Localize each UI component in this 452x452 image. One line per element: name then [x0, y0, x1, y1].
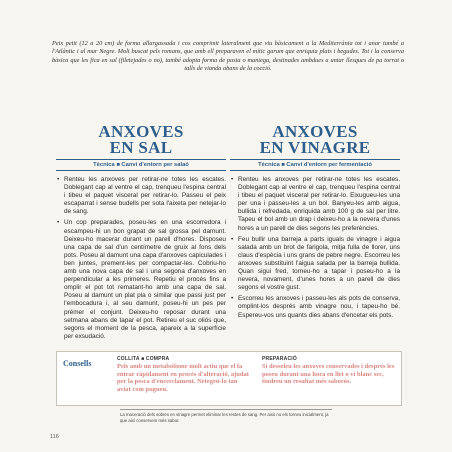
advice-box: [56, 351, 402, 406]
recipe-salt: [56, 124, 226, 344]
advice-heading: COLLITA ■ COMPRA: [117, 356, 170, 362]
recipe-title: ANXOVES EN SAL: [98, 122, 184, 157]
technique-label: Tècnica ■ Canvi d'entorn per salaó: [56, 159, 226, 171]
advice-text: Pels amb un metabolisme molt actiu que el fa entrar ràpidament en procés d'alteració, ajudat per la pesca d'encerclament. Netegeu-lo tan aviat com pugueu.: [117, 363, 249, 393]
list-item: • Renteu les anxoves per retirar-ne totes les escates. Doblegant cap al ventre el cap, trenqueu l'espina central i tibeu el paquet visceral per retirar-lo. Passeu el peix escaparrat i sense budells per sota l'aixeta per netejar-lo de sang.: [57, 176, 226, 216]
advice-label: Consells: [63, 359, 92, 368]
recipe-vinegar: [230, 124, 400, 323]
footnote: La maceració dels sobres en vinagre permet eliminar les restes de sang. Per això no els torneu inicialment, ja que així conservem més sabor.: [120, 409, 332, 424]
list-item: • Feu bullir una barreja a parts iguals de vinagre i aigua salada amb un brot de farigola, mitja fulla de llorer, uns claus d'espècia i uns grans de pebre negre. Escorreu les anxoves substituint l'aigua salada per la barreja bullida. Quan sigui fred, torneu-ho a tapar i poseu-ho a la nevera, novament, d'unes hores a un parell de dies segons el vostre gust.: [231, 235, 400, 292]
technique-label: Tècnica ■ Canvi d'entorn per fermentació: [230, 159, 400, 171]
list-item: • Escorreu les anxoves i passeu-les als pots de conserva, omplint-los després amb vinagre nou, i tapeu-ho bé. Espereu-vos uns quants dies abans d'encetar els pots.: [231, 295, 400, 319]
steps-list: [230, 176, 400, 320]
advice-preparation: [262, 356, 397, 386]
recipe-title: ANXOVES EN VINAGRE: [259, 122, 371, 157]
advice-heading: PREPARACIÓ: [262, 356, 297, 362]
advice-text: Si desseleu les anxoves conservades i després les poseu durant una hora en llet o vi blanc sec, tindreu un resultat més saborós.: [262, 363, 395, 386]
advice-harvest: [117, 356, 252, 393]
list-item: • Renteu les anxoves per retirar-ne totes les escates. Doblegant cap al ventre el cap, trenqueu l'espina central i tibeu el paquet visceral per retirar-lo. Eixugueu-les una per una i passeu-les a un bol. Banyeu-les amb aigua, bullida i refredada, enriquida amb 100 g de sal per litre. Tapeu el bol amb un drap i deixeu-ho a la nevera d'unes hores a un parell de dies segons les preferències.: [231, 176, 400, 232]
page-number: 116: [50, 434, 59, 440]
steps-list: [56, 176, 226, 341]
list-item: • Un cop preparades, poseu-les en una escorredora i escampeu-hi un bon grapat de sal grossa pel damunt. Deixeu-ho macerar durant un parell d'hores. Disposeu una capa de sal d'un centímetre de gruix al fons dels pots. Poseu al damunt una capa d'anxoves capiculades i ben juntes, prement-les per compactar-les. Cobriu-ho amb una nova capa de sal i una segona d'anxoves en perpendicular a les primeres. Repetiu el procés fins a omplir el pot tot rematant-ho amb una capa de sal. Poseu al damunt un plat pla o similar que passi just per l'embocadura i, al seu damunt, poseu-hi un pes per prémer el conjunt. Deixeu-ho reposar durant una setmana abans de tapar el pot. Retireu el suc oliós que, segons el moment de la pesca, apareix a la superfície per exsudació.: [57, 219, 226, 340]
intro-paragraph: Peix petit (12 a 20 cm) de forma allargassada i cos comprimit lateralment que viu bàsicament a la Mediterrània tot i anar també a l'Atlàntic i al mar Negre. Molt buscat pels romans, que amb ell preparaven el mític garum que enriquia plats i begudes. Tot i la conserva bàsica que les fica en sal (filetejades o no), també adopta forma de pasta o mantega, destinades ambdues a untar llesques de pa torrat o talls de vianda abans de la cocció.: [52, 40, 404, 73]
